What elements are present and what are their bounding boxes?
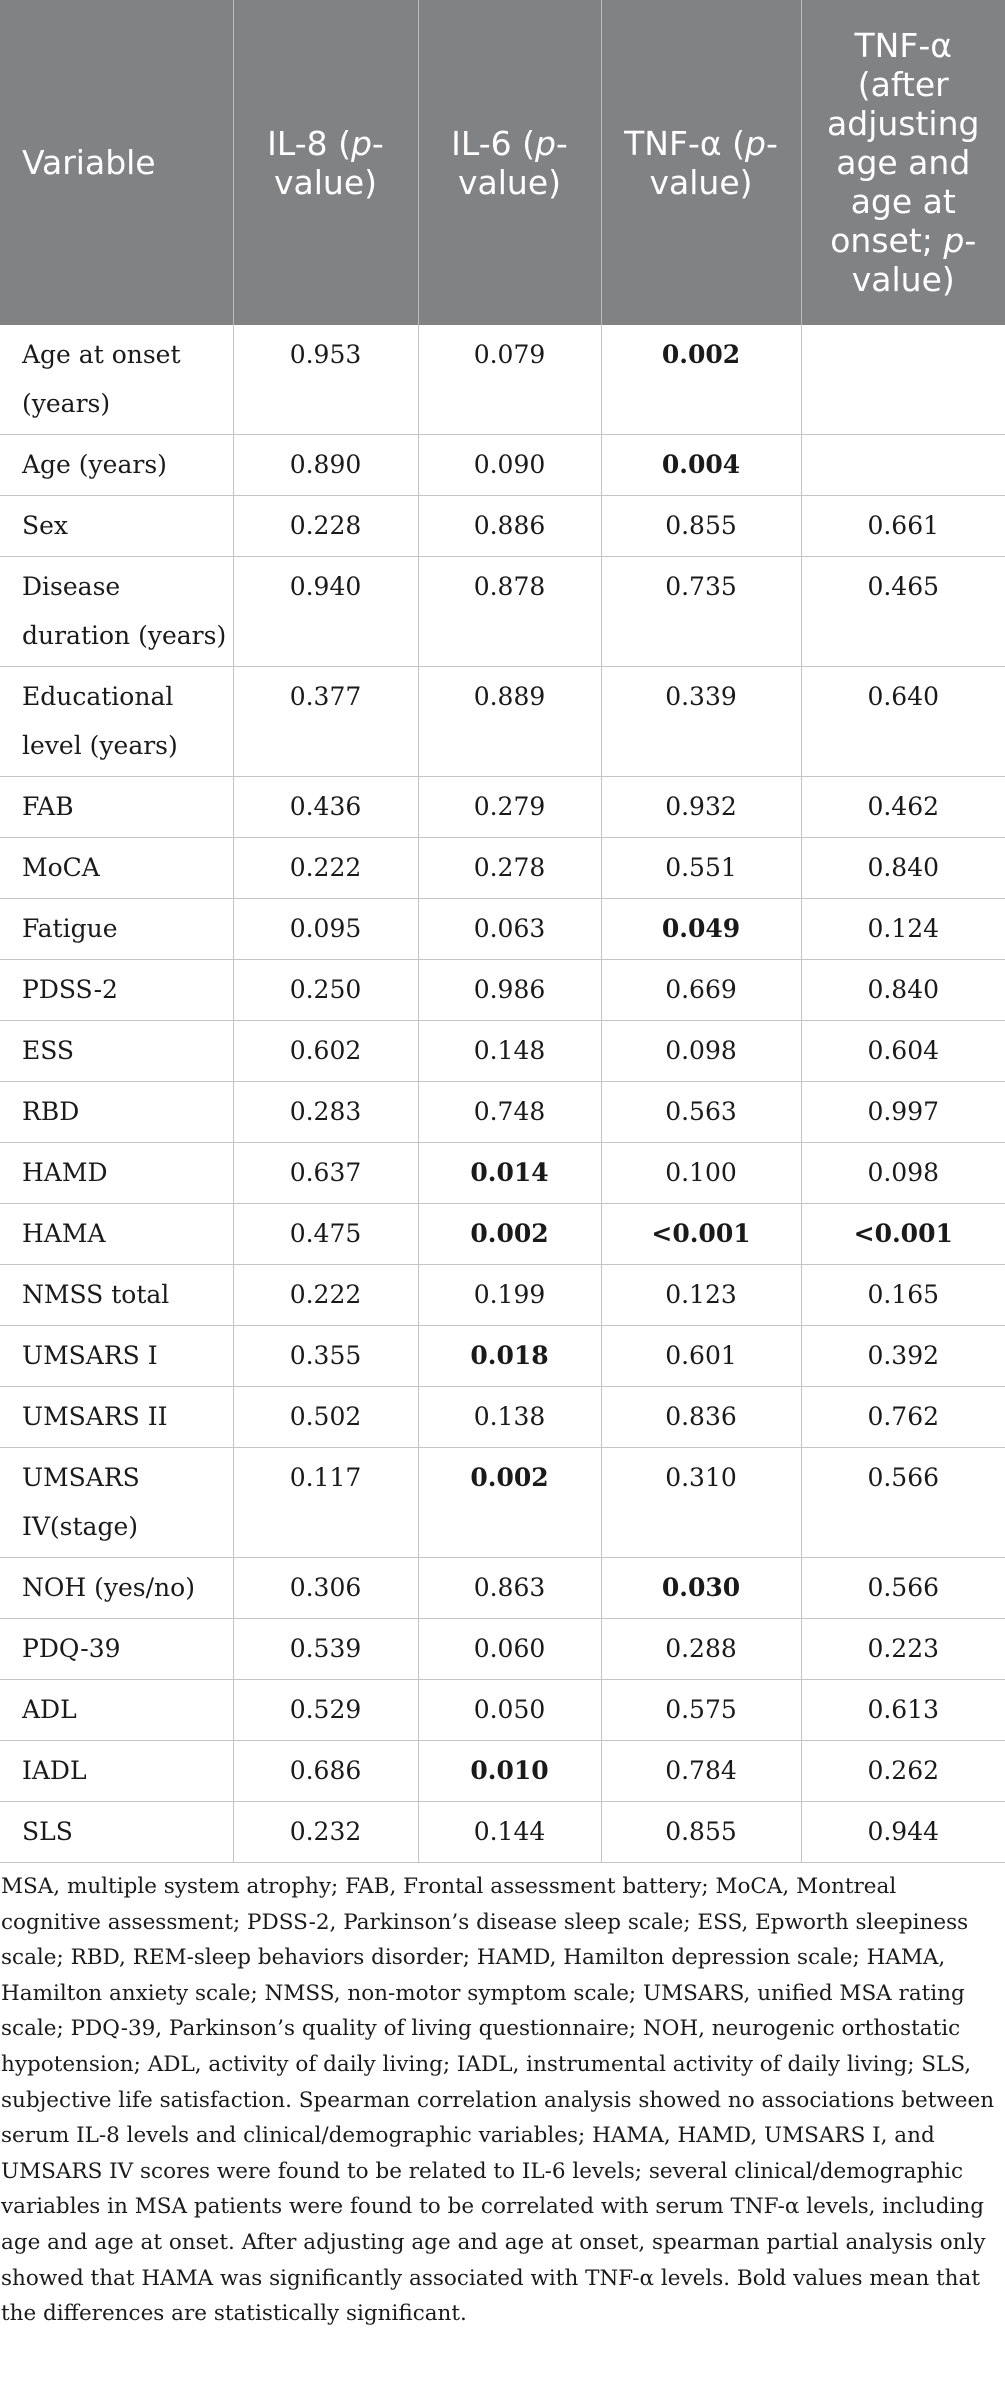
cell-variable: HAMD xyxy=(0,1143,233,1204)
cell-tnf-adjusted: 0.392 xyxy=(801,1326,1005,1387)
cell-il8: 0.355 xyxy=(233,1326,418,1387)
cell-tnf: 0.098 xyxy=(601,1021,801,1082)
cell-tnf-adjusted: 0.661 xyxy=(801,496,1005,557)
cell-il8: 0.475 xyxy=(233,1204,418,1265)
cell-tnf-adjusted: 0.223 xyxy=(801,1619,1005,1680)
cell-il8: 0.306 xyxy=(233,1558,418,1619)
table-row xyxy=(0,1448,1005,1558)
cell-il6: 0.063 xyxy=(418,899,601,960)
cell-il6: 0.889 xyxy=(418,667,601,777)
header-tnf-adjusted-p: p xyxy=(943,221,965,260)
cell-il6: 0.199 xyxy=(418,1265,601,1326)
header-il6-post: -value) xyxy=(457,123,568,202)
cell-il8: 0.539 xyxy=(233,1619,418,1680)
cell-tnf: 0.100 xyxy=(601,1143,801,1204)
table-row xyxy=(0,435,1005,496)
cell-il6: 0.748 xyxy=(418,1082,601,1143)
cell-variable: MoCA xyxy=(0,838,233,899)
cell-il6: 0.148 xyxy=(418,1021,601,1082)
cell-variable: Age at onset (years) xyxy=(0,325,233,435)
cell-tnf-adjusted: 0.124 xyxy=(801,899,1005,960)
cell-il6: 0.014 xyxy=(418,1143,601,1204)
table-row xyxy=(0,1802,1005,1863)
cell-il6: 0.878 xyxy=(418,557,601,667)
cell-il6: 0.010 xyxy=(418,1741,601,1802)
cell-il8: 0.095 xyxy=(233,899,418,960)
header-row xyxy=(0,0,1005,325)
cell-tnf-adjusted: 0.762 xyxy=(801,1387,1005,1448)
cell-tnf-adjusted: <0.001 xyxy=(801,1204,1005,1265)
cell-il6: 0.060 xyxy=(418,1619,601,1680)
cell-variable: ESS xyxy=(0,1021,233,1082)
cell-variable: PDQ-39 xyxy=(0,1619,233,1680)
cell-tnf: 0.002 xyxy=(601,325,801,435)
cell-il8: 0.283 xyxy=(233,1082,418,1143)
cell-tnf: 0.123 xyxy=(601,1265,801,1326)
header-il6-p: p xyxy=(534,123,556,163)
cell-il8: 0.890 xyxy=(233,435,418,496)
table-row xyxy=(0,838,1005,899)
cell-tnf: 0.004 xyxy=(601,435,801,496)
table-header xyxy=(0,0,1005,325)
table-row xyxy=(0,1326,1005,1387)
header-variable-text: Variable xyxy=(22,143,156,182)
cell-tnf: 0.575 xyxy=(601,1680,801,1741)
cell-tnf-adjusted: 0.604 xyxy=(801,1021,1005,1082)
cell-tnf-adjusted: 0.944 xyxy=(801,1802,1005,1863)
cell-il8: 0.222 xyxy=(233,1265,418,1326)
cell-variable: HAMA xyxy=(0,1204,233,1265)
cell-tnf-adjusted: 0.640 xyxy=(801,667,1005,777)
cell-tnf: 0.049 xyxy=(601,899,801,960)
table-row xyxy=(0,1082,1005,1143)
cell-tnf: 0.836 xyxy=(601,1387,801,1448)
cell-variable: UMSARS II xyxy=(0,1387,233,1448)
header-tnf-p: p xyxy=(744,123,766,163)
table-row xyxy=(0,1741,1005,1802)
cell-il6: 0.863 xyxy=(418,1558,601,1619)
cell-variable: FAB xyxy=(0,777,233,838)
header-tnf-pre: TNF-α ( xyxy=(624,123,745,163)
cell-variable: NMSS total xyxy=(0,1265,233,1326)
cell-tnf: 0.310 xyxy=(601,1448,801,1558)
cell-variable: NOH (yes/no) xyxy=(0,1558,233,1619)
cell-il8: 0.502 xyxy=(233,1387,418,1448)
table-row xyxy=(0,777,1005,838)
cell-tnf: 0.563 xyxy=(601,1082,801,1143)
cell-tnf: 0.030 xyxy=(601,1558,801,1619)
header-tnf-post: -value) xyxy=(649,123,778,202)
cell-il8: 0.637 xyxy=(233,1143,418,1204)
header-tnf-adjusted xyxy=(801,0,1005,325)
cell-tnf: 0.669 xyxy=(601,960,801,1021)
cell-variable: UMSARS IV(stage) xyxy=(0,1448,233,1558)
header-il6 xyxy=(418,0,601,325)
table-row xyxy=(0,325,1005,435)
header-tnf-adjusted-pre: TNF-α (after adjusting age and age at onset; xyxy=(827,26,980,260)
cell-tnf-adjusted: 0.165 xyxy=(801,1265,1005,1326)
cell-il8: 0.117 xyxy=(233,1448,418,1558)
cell-il8: 0.232 xyxy=(233,1802,418,1863)
cell-tnf: 0.932 xyxy=(601,777,801,838)
cell-il6: 0.002 xyxy=(418,1204,601,1265)
cell-tnf: 0.288 xyxy=(601,1619,801,1680)
cell-variable: Disease duration (years) xyxy=(0,557,233,667)
cell-il6: 0.079 xyxy=(418,325,601,435)
table-row xyxy=(0,1021,1005,1082)
header-tnf xyxy=(601,0,801,325)
cell-il6: 0.138 xyxy=(418,1387,601,1448)
cell-variable: Age (years) xyxy=(0,435,233,496)
cell-tnf: 0.784 xyxy=(601,1741,801,1802)
cell-variable: Educational level (years) xyxy=(0,667,233,777)
header-il8-p: p xyxy=(350,123,372,163)
cell-tnf-adjusted: 0.997 xyxy=(801,1082,1005,1143)
cell-variable: SLS xyxy=(0,1802,233,1863)
cell-il8: 0.250 xyxy=(233,960,418,1021)
cell-tnf-adjusted: 0.566 xyxy=(801,1448,1005,1558)
cell-il6: 0.279 xyxy=(418,777,601,838)
table-row xyxy=(0,1387,1005,1448)
table-row xyxy=(0,557,1005,667)
table-row xyxy=(0,1680,1005,1741)
cell-il8: 0.529 xyxy=(233,1680,418,1741)
cell-tnf: 0.551 xyxy=(601,838,801,899)
cell-variable: Fatigue xyxy=(0,899,233,960)
header-il8 xyxy=(233,0,418,325)
cell-tnf-adjusted: 0.613 xyxy=(801,1680,1005,1741)
cell-tnf: 0.601 xyxy=(601,1326,801,1387)
cell-il6: 0.278 xyxy=(418,838,601,899)
table-footnote: MSA, multiple system atrophy; FAB, Frontal assessment battery; MoCA, Montreal cognitive assessment; PDSS-2, Parkinson’s disease sleep scale; ESS, Epworth sleepiness scale; RBD, REM-sleep behaviors disorder; HAMD, Hamilton depression scale; HAMA, Hamilton anxiety scale; NMSS, non-motor symptom scale; UMSARS, unified MSA rating scale; PDQ-39, Parkinson’s quality of living questionnaire; NOH, neurogenic orthostatic hypotension; ADL, activity of daily living; IADL, instrumental activity of daily living; SLS, subjective life satisfaction. Spearman correlation analysis showed no associations between serum IL-8 levels and clinical/demographic variables; HAMA, HAMD, UMSARS I, and UMSARS IV scores were found to be related to IL-6 levels; several clinical/demographic variables in MSA patients were found to be correlated with serum TNF-α levels, including age and age at onset. After adjusting age and age at onset, spearman partial analysis only showed that HAMA was significantly associated with TNF-α levels. Bold values mean that the differences are statistically significant. xyxy=(1,1874,995,2327)
table-row xyxy=(0,1558,1005,1619)
cell-il8: 0.602 xyxy=(233,1021,418,1082)
table-row xyxy=(0,1143,1005,1204)
cell-variable: PDSS-2 xyxy=(0,960,233,1021)
table-row xyxy=(0,1265,1005,1326)
cell-tnf-adjusted: 0.098 xyxy=(801,1143,1005,1204)
cell-il8: 0.377 xyxy=(233,667,418,777)
table-row xyxy=(0,1204,1005,1265)
cell-tnf: 0.855 xyxy=(601,1802,801,1863)
cell-il6: 0.886 xyxy=(418,496,601,557)
cell-il8: 0.222 xyxy=(233,838,418,899)
cell-tnf: 0.735 xyxy=(601,557,801,667)
cell-il6: 0.144 xyxy=(418,1802,601,1863)
table-row xyxy=(0,960,1005,1021)
cell-tnf-adjusted: 0.840 xyxy=(801,960,1005,1021)
header-il8-post: -value) xyxy=(273,123,384,202)
cell-il6: 0.018 xyxy=(418,1326,601,1387)
header-il8-pre: IL-8 ( xyxy=(267,123,351,163)
cell-variable: UMSARS I xyxy=(0,1326,233,1387)
cell-variable: Sex xyxy=(0,496,233,557)
cell-il8: 0.686 xyxy=(233,1741,418,1802)
cell-il8: 0.436 xyxy=(233,777,418,838)
table-row xyxy=(0,899,1005,960)
cell-tnf: <0.001 xyxy=(601,1204,801,1265)
table-row xyxy=(0,496,1005,557)
cell-il6: 0.090 xyxy=(418,435,601,496)
header-il6-pre: IL-6 ( xyxy=(451,123,535,163)
cell-variable: RBD xyxy=(0,1082,233,1143)
cell-tnf-adjusted xyxy=(801,435,1005,496)
cell-variable: IADL xyxy=(0,1741,233,1802)
cell-il6: 0.002 xyxy=(418,1448,601,1558)
cell-il6: 0.050 xyxy=(418,1680,601,1741)
cell-tnf-adjusted: 0.462 xyxy=(801,777,1005,838)
cell-il6: 0.986 xyxy=(418,960,601,1021)
cell-tnf: 0.855 xyxy=(601,496,801,557)
table-body xyxy=(0,325,1005,1863)
cell-tnf-adjusted: 0.465 xyxy=(801,557,1005,667)
table-row xyxy=(0,667,1005,777)
cell-il8: 0.953 xyxy=(233,325,418,435)
cell-il8: 0.940 xyxy=(233,557,418,667)
table-row xyxy=(0,1619,1005,1680)
cell-tnf-adjusted: 0.262 xyxy=(801,1741,1005,1802)
cell-tnf-adjusted xyxy=(801,325,1005,435)
cell-tnf: 0.339 xyxy=(601,667,801,777)
cell-tnf-adjusted: 0.566 xyxy=(801,1558,1005,1619)
header-tnf-adjusted-post: -value) xyxy=(851,221,977,299)
header-variable xyxy=(0,0,233,325)
cell-variable: ADL xyxy=(0,1680,233,1741)
cell-tnf-adjusted: 0.840 xyxy=(801,838,1005,899)
cell-il8: 0.228 xyxy=(233,496,418,557)
